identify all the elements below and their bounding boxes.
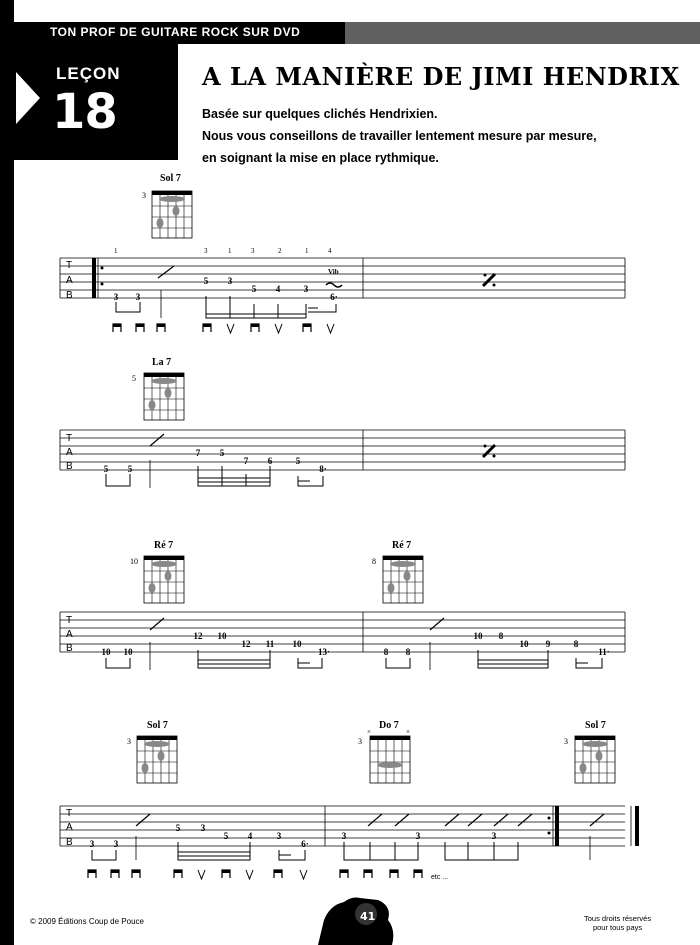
chord-diagram xyxy=(142,173,192,238)
lesson-number: 18 xyxy=(52,84,117,140)
svg-text:3: 3 xyxy=(127,737,131,746)
svg-text:10: 10 xyxy=(292,639,302,649)
svg-text:Ré 7: Ré 7 xyxy=(154,540,174,551)
svg-text:12: 12 xyxy=(193,631,203,641)
svg-text:Sol 7: Sol 7 xyxy=(585,720,606,731)
svg-text:7: 7 xyxy=(195,448,201,458)
svg-text:×: × xyxy=(367,728,371,736)
chord-diagram xyxy=(127,720,177,783)
svg-text:3: 3 xyxy=(251,247,255,255)
svg-text:6·: 6· xyxy=(330,292,338,302)
svg-text:Do 7: Do 7 xyxy=(379,720,399,731)
tab-staff xyxy=(60,612,625,652)
svg-text:3: 3 xyxy=(204,247,208,255)
svg-text:Ré 7: Ré 7 xyxy=(392,540,412,551)
page-number: 41 xyxy=(360,910,376,923)
svg-text:8: 8 xyxy=(498,631,504,641)
svg-text:T: T xyxy=(66,433,73,444)
tab-clef xyxy=(66,433,73,472)
svg-text:3: 3 xyxy=(276,831,282,841)
svg-text:2: 2 xyxy=(278,247,282,255)
svg-text:3: 3 xyxy=(415,831,421,841)
svg-text:1: 1 xyxy=(114,247,118,255)
series-title: TON PROF DE GUITARE ROCK SUR DVD xyxy=(50,25,301,39)
svg-text:8·: 8· xyxy=(319,464,327,474)
svg-text:A: A xyxy=(66,275,73,286)
svg-text:11·: 11· xyxy=(598,647,610,657)
svg-text:6: 6 xyxy=(267,456,273,466)
svg-text:1: 1 xyxy=(305,247,309,255)
svg-text:12: 12 xyxy=(241,639,251,649)
chord-diagram xyxy=(372,540,423,603)
svg-text:10: 10 xyxy=(217,631,227,641)
svg-text:B: B xyxy=(66,643,73,654)
svg-text:8: 8 xyxy=(405,647,411,657)
svg-text:T: T xyxy=(66,808,73,819)
svg-text:9: 9 xyxy=(545,639,551,649)
chord-diagram xyxy=(358,720,410,783)
svg-text:10: 10 xyxy=(123,647,133,657)
svg-text:5: 5 xyxy=(132,374,136,383)
svg-text:3: 3 xyxy=(200,823,206,833)
svg-text:La 7: La 7 xyxy=(152,357,172,368)
svg-text:13·: 13· xyxy=(317,647,331,657)
svg-text:8: 8 xyxy=(573,639,579,649)
chord-diagram xyxy=(564,720,615,783)
guitarist-silhouette-icon xyxy=(318,898,393,945)
svg-text:10: 10 xyxy=(101,647,111,657)
svg-text:5: 5 xyxy=(219,448,225,458)
tab-clef xyxy=(66,615,73,654)
svg-text:8: 8 xyxy=(383,647,389,657)
svg-text:3: 3 xyxy=(135,292,141,302)
svg-text:10: 10 xyxy=(130,557,138,566)
svg-text:Sol 7: Sol 7 xyxy=(147,720,168,731)
rights-line: pour tous pays xyxy=(592,923,643,932)
page-title: A LA MANIÈRE DE JIMI HENDRIX xyxy=(202,62,680,91)
copyright: © 2009 Éditions Coup de Pouce xyxy=(30,917,144,926)
intro-line: Nous vous conseillons de travailler lentement mesure par mesure, xyxy=(202,129,597,143)
svg-text:3: 3 xyxy=(358,737,362,746)
svg-text:3: 3 xyxy=(113,839,119,849)
svg-text:A: A xyxy=(66,629,73,640)
svg-text:3: 3 xyxy=(564,737,568,746)
svg-text:T: T xyxy=(66,615,73,626)
svg-text:10: 10 xyxy=(519,639,529,649)
svg-text:7: 7 xyxy=(243,456,249,466)
chord-name: Sol 7 xyxy=(160,173,181,184)
intro-line: Basée sur quelques clichés Hendrixien. xyxy=(202,107,438,121)
svg-text:A: A xyxy=(66,822,73,833)
etc-label: etc ... xyxy=(431,874,449,881)
svg-text:B: B xyxy=(66,290,73,301)
strum-symbols xyxy=(113,324,334,333)
strum-symbols xyxy=(88,870,422,879)
repeat-bar-icon xyxy=(483,274,496,287)
chord-diagram xyxy=(132,357,184,420)
svg-text:3: 3 xyxy=(341,831,347,841)
svg-text:6·: 6· xyxy=(301,839,309,849)
tab-clef xyxy=(66,808,73,848)
svg-text:5: 5 xyxy=(223,831,229,841)
svg-text:10: 10 xyxy=(473,631,483,641)
svg-text:5: 5 xyxy=(251,284,257,294)
svg-text:4: 4 xyxy=(275,284,281,294)
svg-text:4: 4 xyxy=(247,831,253,841)
finger-numbers xyxy=(114,247,332,255)
rights-notice xyxy=(584,914,651,932)
lesson-label: LEÇON xyxy=(56,64,121,83)
chord-diagram xyxy=(130,540,184,603)
tab-notes xyxy=(90,823,497,849)
svg-text:11: 11 xyxy=(265,639,275,649)
svg-text:3: 3 xyxy=(89,839,95,849)
svg-text:5: 5 xyxy=(295,456,301,466)
svg-text:8: 8 xyxy=(372,557,376,566)
svg-text:3: 3 xyxy=(227,276,233,286)
vibrato-label: Vib xyxy=(328,268,339,276)
intro-line: en soignant la mise en place rythmique. xyxy=(202,151,439,165)
svg-text:3: 3 xyxy=(303,284,309,294)
svg-text:1: 1 xyxy=(228,247,232,255)
svg-text:4: 4 xyxy=(328,247,332,255)
chord-fret: 3 xyxy=(142,191,146,200)
tab-staff xyxy=(60,258,625,298)
svg-text:T: T xyxy=(66,260,73,271)
svg-text:B: B xyxy=(66,461,73,472)
svg-text:×: × xyxy=(406,728,410,736)
svg-text:3: 3 xyxy=(491,831,497,841)
svg-text:5: 5 xyxy=(103,464,109,474)
svg-text:5: 5 xyxy=(127,464,133,474)
svg-text:A: A xyxy=(66,447,73,458)
tab-clef xyxy=(66,260,73,301)
svg-text:5: 5 xyxy=(175,823,181,833)
svg-text:B: B xyxy=(66,837,73,848)
svg-text:3: 3 xyxy=(113,292,119,302)
tab-staff xyxy=(60,430,625,470)
repeat-bar-icon xyxy=(483,445,496,458)
rights-line: Tous droits réservés xyxy=(584,914,652,923)
svg-text:5: 5 xyxy=(203,276,209,286)
